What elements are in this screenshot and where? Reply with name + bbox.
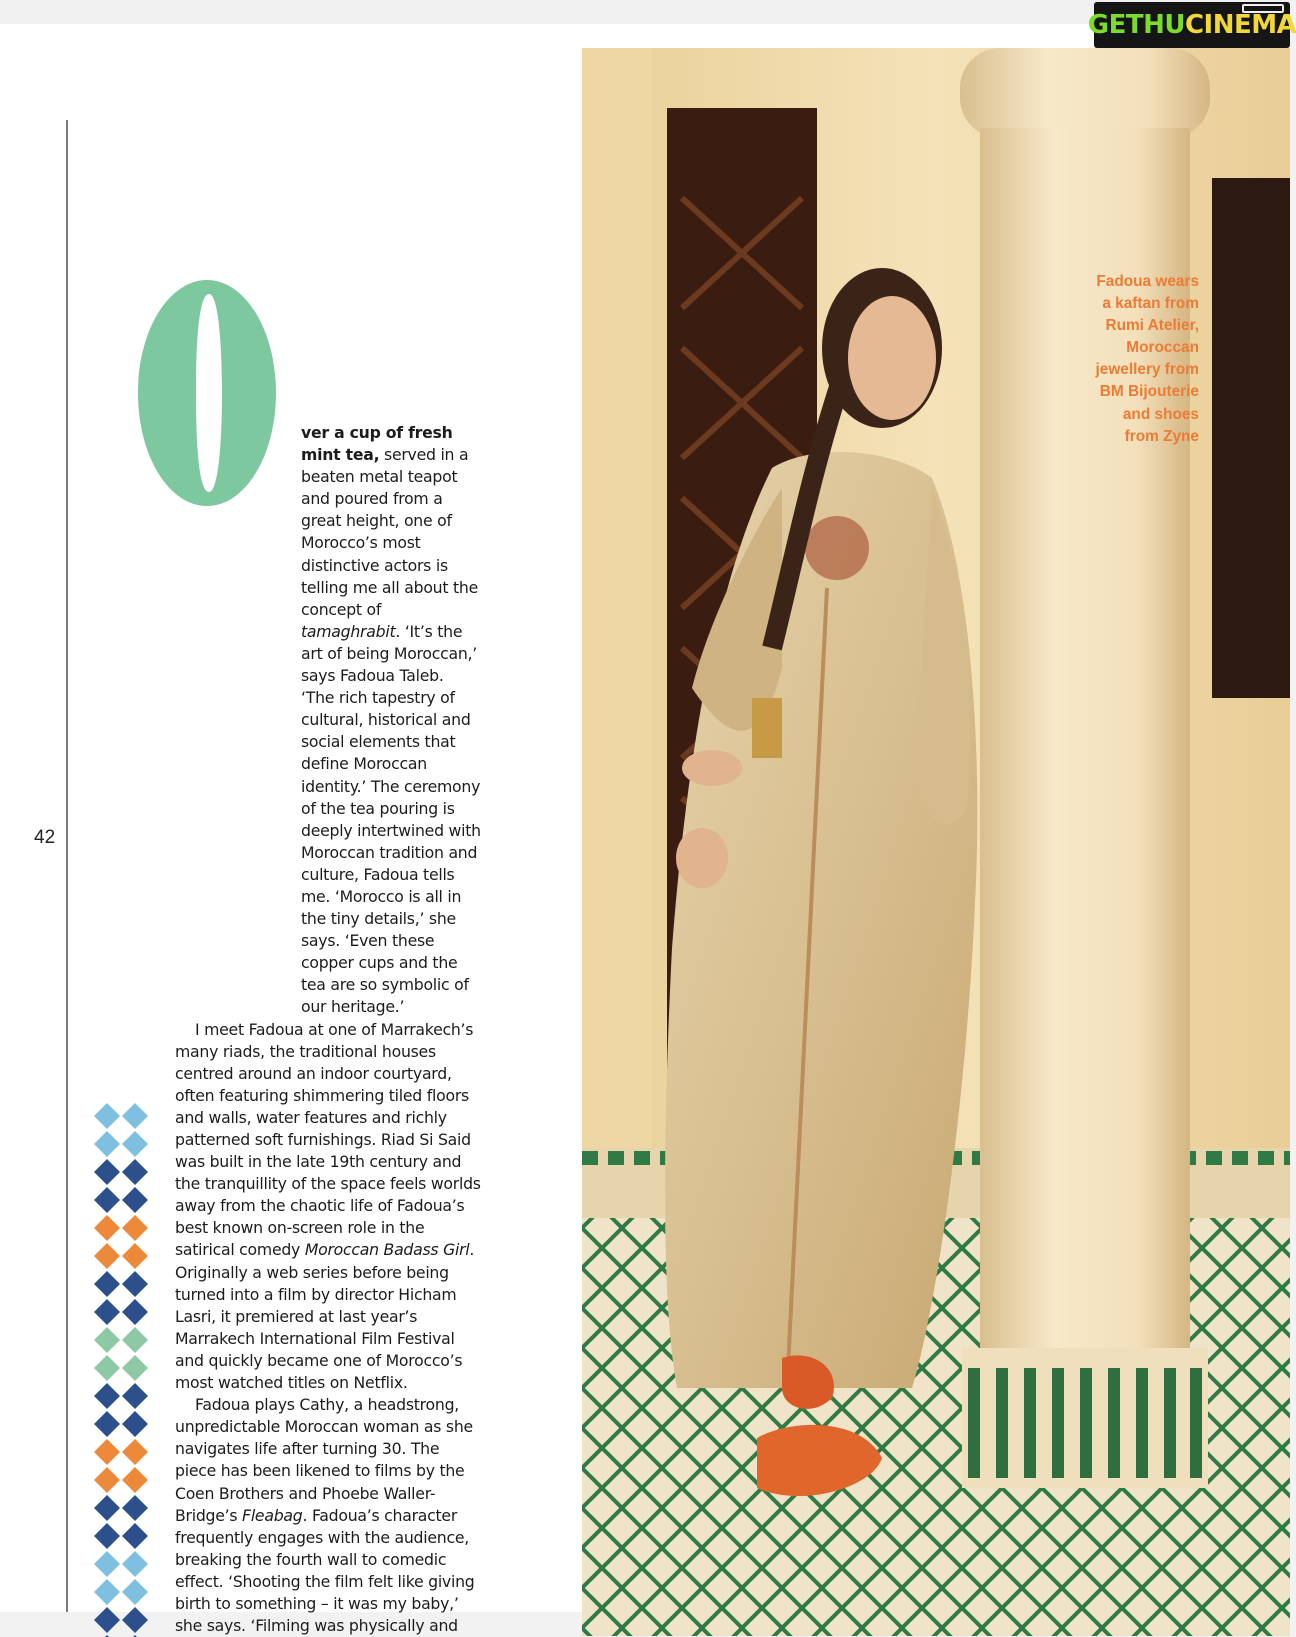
diamond-tile	[94, 1327, 120, 1353]
caption-line: Moroccan	[1126, 339, 1199, 357]
diamond-tile	[94, 1299, 120, 1325]
watermark-part-1: GETHU	[1087, 10, 1185, 40]
caption-line: from Zyne	[1124, 427, 1199, 445]
diamond-tile	[122, 1439, 148, 1465]
diamond-tile	[122, 1327, 148, 1353]
diamond-tile	[94, 1243, 120, 1269]
caption-line: jewellery from	[1095, 361, 1199, 379]
diamond-tile	[122, 1131, 148, 1157]
diamond-tile	[94, 1467, 120, 1493]
diamond-tile	[94, 1131, 120, 1157]
diamond-tile	[122, 1495, 148, 1521]
caption-line: Rumi Atelier,	[1105, 317, 1199, 335]
diamond-tile	[94, 1187, 120, 1213]
paragraph-2-rest: . Originally a web series before being turned into a film by director Hicham Lasri, it premiered at last year’s Marrakech International Film Festival and quickly became one of Morocco’s most watched titles on Netflix.	[175, 1240, 475, 1393]
diamond-tile	[122, 1607, 148, 1633]
diamond-tile	[122, 1383, 148, 1409]
diamond-tile	[122, 1523, 148, 1549]
diamond-tile	[122, 1299, 148, 1325]
diamond-tile	[94, 1103, 120, 1129]
article-paragraph-2	[175, 1019, 481, 1395]
diamond-tile	[122, 1579, 148, 1605]
diamond-tile	[94, 1607, 120, 1633]
paragraph-2-italic: Moroccan Badass Girl	[304, 1240, 470, 1260]
diamond-tile	[122, 1159, 148, 1185]
photo-caption	[1056, 271, 1199, 448]
caption-line: a kaftan from	[1102, 295, 1199, 313]
paragraph-1-rest: . ‘It’s the art of being Moroccan,’ says Fadoua Taleb. ‘The rich tapestry of cultural, historical and social elements that define Moroccan identity.’ The ceremony of the tea pouring is deeply intertwined with Moroccan tradition and culture, Fadoua tells me. ‘Morocco is all in the tiny details,’ she says. ‘Even these copper cups and the tea are so symbolic of our heritage.’	[301, 621, 481, 1017]
watermark-part-2: CINEMA	[1184, 10, 1296, 40]
diamond-tile	[122, 1103, 148, 1129]
page-number: 42	[34, 827, 56, 848]
caption-line: Fadoua wears	[1096, 273, 1199, 290]
diamond-tile	[94, 1159, 120, 1185]
vertical-rule	[66, 120, 68, 1612]
paragraph-2-text: I meet Fadoua at one of Marrakech’s many riads, the traditional houses centred around an indoor courtyard, often featuring shimmering tiled floors and walls, water features and richly patterned soft furnishings. Riad Si Said was built in the late 19th century and the tranquillity of the space feels worlds away from the chaotic life of Fadoua’s best known on-screen role in the satirical comedy	[175, 1019, 481, 1260]
diamond-tile	[94, 1215, 120, 1241]
paragraph-1-italic: tamaghrabit	[301, 621, 396, 641]
article-paragraph-1	[175, 422, 481, 1019]
paragraph-3-text: Fadoua plays Cathy, a headstrong, unpredictable Moroccan woman as she navigates life after turning 30. The piece has been likened to films by the Coen Brothers and Phoebe Waller-Bridge’s	[175, 1395, 473, 1525]
diamond-tile	[94, 1523, 120, 1549]
diamond-tile	[94, 1495, 120, 1521]
decorative-tile-pattern	[93, 1102, 149, 1612]
lead-in-bold: ver a cup of fresh mint tea,	[301, 423, 453, 465]
diamond-tile	[122, 1355, 148, 1381]
diamond-tile	[122, 1271, 148, 1297]
caption-line: and shoes	[1122, 405, 1199, 423]
caption-line: BM Bijouterie	[1099, 383, 1199, 401]
article-body	[175, 422, 481, 1637]
paragraph-3-rest: . Fadoua’s character frequently engages with the audience, breaking the fourth wall to comedic effect. ‘Shooting the film felt like giving birth to something – it was my baby,’ she says. ‘Filming was physically and	[175, 1505, 475, 1636]
article-paragraph-3	[175, 1394, 481, 1637]
watermark-logo	[1087, 2, 1296, 48]
diamond-tile	[94, 1439, 120, 1465]
camera-icon	[1242, 4, 1284, 13]
diamond-tile	[94, 1355, 120, 1381]
diamond-tile	[94, 1551, 120, 1577]
diamond-tile	[122, 1187, 148, 1213]
paragraph-3-italic: Fleabag	[242, 1505, 303, 1525]
magazine-page	[0, 24, 1290, 1636]
diamond-tile	[122, 1551, 148, 1577]
diamond-tile	[94, 1579, 120, 1605]
diamond-tile	[122, 1243, 148, 1269]
diamond-tile	[94, 1383, 120, 1409]
paragraph-1-text: served in a beaten metal teapot and poured from a great height, one of Morocco’s most distinctive actors is telling me all about the concept of	[301, 445, 478, 619]
diamond-tile	[122, 1467, 148, 1493]
diamond-tile	[94, 1271, 120, 1297]
diamond-tile	[94, 1411, 120, 1437]
diamond-tile	[122, 1215, 148, 1241]
diamond-tile	[122, 1411, 148, 1437]
